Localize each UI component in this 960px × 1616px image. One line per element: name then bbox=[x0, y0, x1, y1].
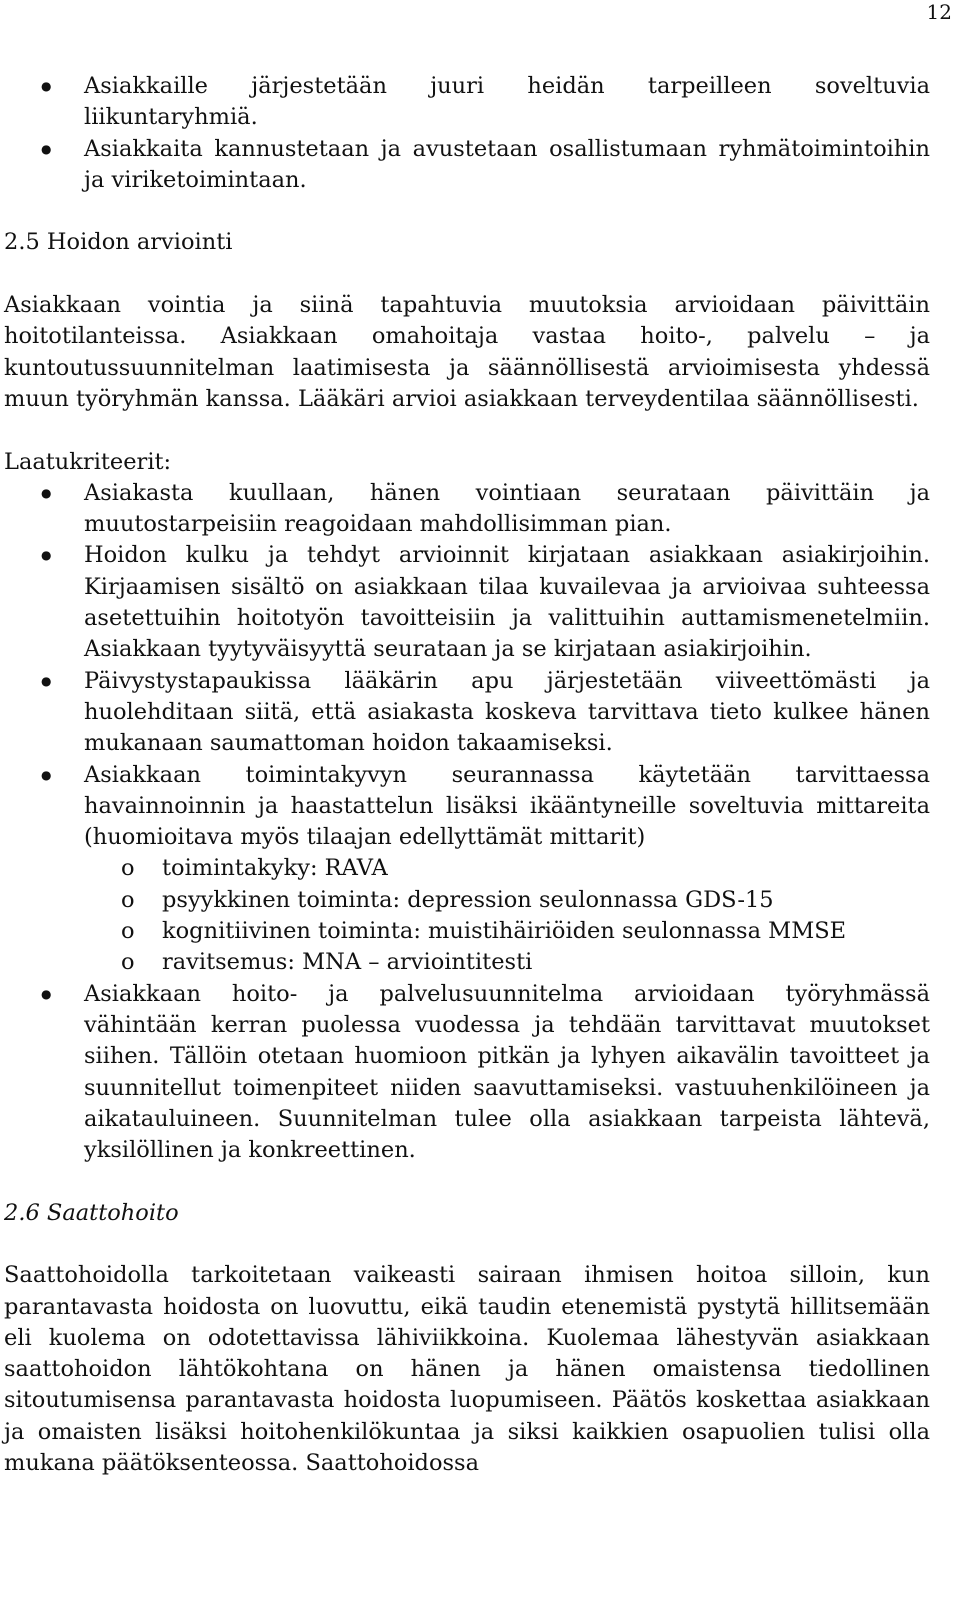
sub-list-item: o ravitsemus: MNA – arviointitesti bbox=[84, 947, 930, 978]
spacer bbox=[4, 1166, 930, 1197]
sub-list-item: o psyykkinen toiminta: depression seulonnassa GDS-15 bbox=[84, 885, 930, 916]
spacer bbox=[4, 1229, 930, 1260]
spacer bbox=[4, 415, 930, 446]
top-bullet-list bbox=[4, 71, 930, 196]
sub-list bbox=[84, 853, 930, 978]
list-item: ● Asiakasta kuullaan, hänen vointiaan seurataan päivittäin ja muutostarpeisiin reagoidaan mahdollisimman pian. bbox=[4, 478, 930, 541]
section-heading-2-6: 2.6 Saattohoito bbox=[4, 1199, 179, 1226]
criteria-list bbox=[4, 478, 930, 1167]
spacer bbox=[4, 196, 930, 227]
sub-list-item: o kognitiivinen toiminta: muistihäiriöiden seulonnassa MMSE bbox=[84, 916, 930, 947]
section-heading-2-5: 2.5 Hoidon arviointi bbox=[4, 229, 233, 256]
page-content bbox=[4, 71, 930, 1479]
list-item: ● Päivystystapaukissa lääkärin apu järjestetään viiveettömästi ja huolehditaan siitä, että asiakasta koskeva tarvittava tieto kulkee hänen mukanaan saumattoman hoidon takaamiseksi. bbox=[4, 666, 930, 760]
spacer bbox=[4, 259, 930, 290]
list-item: ● Hoidon kulku ja tehdyt arvioinnit kirjataan asiakkaan asiakirjoihin. Kirjaamisen sisältö on asiakkaan tilaa kuvailevaa ja arvioivaa suhteessa asetettuihin hoitotyön tavoitteisiin ja valittuihin auttamismenetelmiin. Asiakkaan tyytyväisyyttä seurataan ja se kirjataan asiakirjoihin. bbox=[4, 540, 930, 665]
list-item bbox=[4, 760, 930, 979]
sub-list-item: o toimintakyky: RAVA bbox=[84, 853, 930, 884]
list-item-text: ● Asiakkaan toimintakyvyn seurannassa käytetään tarvittaessa havainnoinnin ja haastattelun lisäksi ikääntyneille soveltuvia mittareita (huomioitava myös tilaajan edellyttämät mittarit) bbox=[84, 761, 930, 851]
section-paragraph: Asiakkaan vointia ja siinä tapahtuvia muutoksia arvioidaan päivittäin hoitotilanteissa. Asiakkaan omahoitaja vastaa hoito-, palvelu – ja kuntoutussuunnitelman laatimisesta ja säännöllisestä arvioimisesta yhdessä muun työryhmän kanssa. Lääkäri arvioi asiakkaan terveydentilaa säännöllisesti. bbox=[4, 292, 930, 412]
criteria-label: Laatukriteerit: bbox=[4, 448, 172, 475]
section-paragraph: Saattohoidolla tarkoitetaan vaikeasti sairaan ihmisen hoitoa silloin, kun parantavasta hoidosta on luovuttu, eikä taudin etenemistä pystytä hillitsemään eli kuolema on odotettavissa lähiviikkoina. Kuolemaa lähestyvän asiakkaan saattohoidon lähtökohtana on hänen ja hänen omaistensa tiedollinen sitoutumisensa parantavasta hoidosta luopumiseen. Päätös koskettaa asiakkaan ja omaisten lisäksi hoitohenkilökuntaa ja siksi kaikkien osapuolien tulisi olla mukana päätöksenteossa. Saattohoidossa bbox=[4, 1262, 930, 1477]
list-item: ● Asiakkaita kannustetaan ja avustetaan osallistumaan ryhmätoimintoihin ja viriketoimintaan. bbox=[4, 134, 930, 197]
list-item: ● Asiakkaan hoito- ja palvelusuunnitelma arvioidaan työryhmässä vähintään kerran puolessa vuodessa ja tehdään tarvittavat muutokset siihen. Tällöin otetaan huomioon pitkän ja lyhyen aikavälin tavoitteet ja suunnitellut toimenpiteet niiden saavuttamiseksi. vastuuhenkilöineen ja aikatauluineen. Suunnitelman tulee olla asiakkaan tarpeista lähtevä, yksilöllinen ja konkreettinen. bbox=[4, 979, 930, 1167]
list-item: ● Asiakkaille järjestetään juuri heidän tarpeilleen soveltuvia liikuntaryhmiä. bbox=[4, 71, 930, 134]
page-number: 12 bbox=[926, 0, 952, 24]
